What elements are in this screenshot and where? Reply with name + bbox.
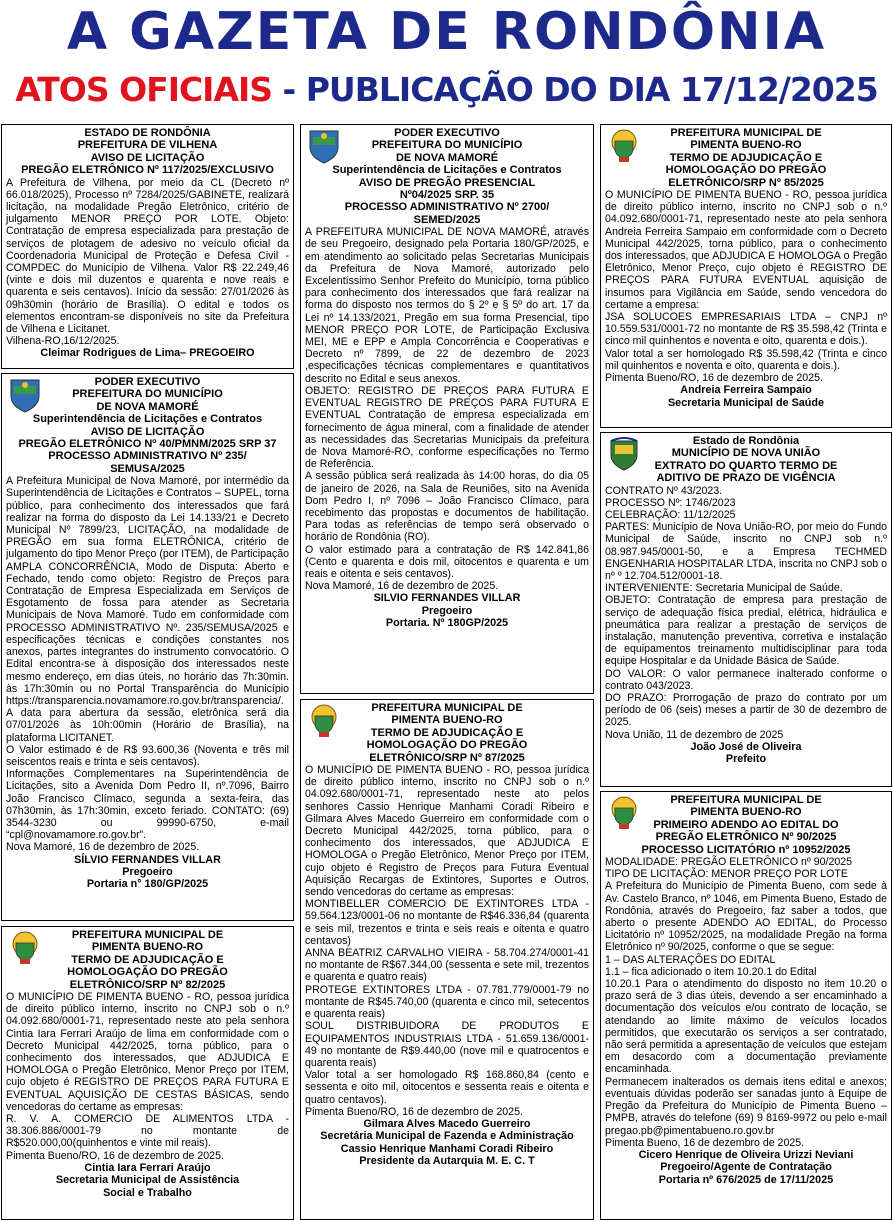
municipal-crest-icon [607, 794, 641, 832]
notice-signature: SÍLVIO FERNANDES VILLAR Pregoeiro Portaria n° 180/GP/2025 [74, 853, 221, 891]
separator: - [272, 70, 306, 109]
newspaper-title: A GAZETA DE RONDÔNIA [66, 2, 827, 62]
notice-body: A PREFEITURA MUNICIPAL DE NOVA MAMORÉ, através de seu Pregoeiro, designado pela Portaria 180/GP/2025, e em atendimento ao solicitado pelas Secretarias Municipais da Prefeitura de Nova Mamoré, autorizado pelo Excelentíssimo Senhor Prefeito do Município, torna público para conhecimento dos interessados que fará realizar na forma do disposto nos termos do § 2º e § 5º do art. 17 da Lei nº 14.133/2021, Pregão em sua forma Presencial, tipo MENOR PREÇO POR LOTE, de Participação Exclusiva MEI, ME e EPP e Ampla Concorrência e Cooperativas e Decreto nº 7899, de 22 de dezembro de 2023 ,especificações técnicas complementares e quantitativos descrito no Edital e seus anexos. OBJETO: REGISTRO DE PREÇOS PARA FUTURA E EVENTUAL REGISTRO DE PREÇOS PARA FUTURA E EVENTUAL Contratação de empresa especializada em fornecimento de água mineral, com a finalidade de atender as necessidades das Secretarias Municipais da prefeitura de Nova Mamoré-RO, conforme especificações no Termo de Referência. A sessão pública será realizada às 14:00 horas, do dia 05 de janeiro de 2026, na Sala de Reuniões, sito na Avenida Dom Pedro I, nº 7096 – João Francisco Clímaco, para recebimento das propostas e documentos de habilitação. Para todas as referências de tempo será observado o horário de Rondônia (RO). O valor estimado para a contratação de R$ 142.841,86 (Cento e quarenta e dois mil, oitocentos e quarenta e um reais e oitenta e seis centavos). Nova Mamoré, 16 de dezembro de 2025. [305, 226, 589, 593]
notice-nova-mamore-pregao-eletronico [1, 373, 294, 921]
notice-heading: Estado de Rondônia MUNICÍPIO DE NOVA UNIÃO EXTRATO DO QUARTO TERMO DE ADITIVO DE PRAZO DE VIGÊNCIA [605, 435, 887, 485]
municipal-crest-icon [8, 376, 42, 414]
notice-pimenta-bueno-adendo-90 [600, 791, 892, 1220]
notice-signature: Cleimar Rodrigues de Lima– PREGOEIRO [40, 347, 255, 360]
publication-line [0, 68, 893, 118]
municipal-crest-icon [307, 702, 341, 740]
notice-signature: SILVIO FERNANDES VILLAR Pregoeiro Portaria. Nº 180GP/2025 [373, 592, 521, 630]
municipal-crest-icon [8, 929, 42, 967]
notice-heading: PREFEITURA MUNICIPAL DE PIMENTA BUENO-RO PRIMEIRO ADENDO AO EDITAL DO PREGÃO ELETRÔNICO Nº 90/2025 PROCESSO LICITATÓRIO nº 10952/2025 [605, 794, 887, 856]
notice-body: A Prefeitura Municipal de Nova Mamoré, por intermédio da Superintendência de Licitações e Contratos – SUPEL, torna público, para conhecimento dos interessados que fará realizar na forma do disposto da Lei 14.133/21 e Decreto Municipal Nº 7899/23, LICITAÇÃO, na modalidade de PREGÃO em sua forma ELETRÔNICA, critério de julgamento do tipo Menor Preço (por ITEM), de Participação AMPLA CONCORRÊNCIA, Modo de Disputa: Aberto e Fechado, tendo como objeto: Registro de Preços para Contratação de Empresa Especializada em Serviços de Esgotamento de fossa para atender as Secretaria Municipais de Nova Mamoré. Tudo em conformidade com PROCESSO ADMINISTRATIVO Nº. 235/SEMUSA/2025 e especificações técnicas e condições constantes nos anexos, partes integrantes do instrumento convocatório. O Edital encontra-se à disposição dos interessados neste mesmo endereço, em dias úteis, no horário das 7h:30min. às 17h:30min ou no Portal Transparência do Município https://transparencia.novamamore.ro.gov.br/transparencia/. A data para abertura da sessão, eletrônica será dia 07/01/2026 às 10h:00min (Horário de Brasília), na plataforma LICITANET. O Valor estimado é de R$ 93.600,36 (Noventa e três mil seiscentos reais e trinta e seis centavos). Informações Complementares na Superintendência de Licitações, sito a Avenida Dom Pedro II, nº.7096, Bairro João Francisco Clímaco, segunda a sexta-feira, das 07h30min, às 17h:30min, exceto feriado. CONTATO: (69) 3544-3230 ou 99990-6750, e-mail “cpl@novamamore.ro.gov.br”. Nova Mamoré, 16 de dezembro de 2025. [6, 475, 289, 854]
notice-signature: Andreia Ferreira Sampaio Secretaria Municipal de Saúde [667, 384, 824, 409]
notice-signature: Cicero Henrique de Oliveira Urizzi Neviani Pregoeiro/Agente de Contratação Portaria nº 676/2025 de 17/11/2025 [638, 1148, 854, 1186]
notice-heading: PREFEITURA MUNICIPAL DE PIMENTA BUENO-RO TERMO DE ADJUDICAÇÃO E HOMOLOGAÇÃO DO PREGÃO ELETRÔNICO/SRP Nº 87/2025 [305, 702, 589, 764]
notice-body: O MUNICÍPIO DE PIMENTA BUENO - RO, pessoa jurídica de direito público interno, inscrito no CNPJ sob o n.º 04.092.680/0001-71, representado neste ato pelos senhores Cassio Henrique Manhami Coradi Ribeiro e Gilmara Alves Macedo Guerreiro em conformidade com o Decreto Municipal 442/2025, torna público, para o conhecimento dos interessados, que ADJUDICA E HOMOLOGA o Pregão Eletrônico, Menor Preço por ITEM, cujo objeto é Registro de Preços para Futura Eventual Aquisição Recargas de Extintores, Suportes e Outros, sendo vencedoras do certame as empresas: MONTIBELLER COMERCIO DE EXTINTORES LTDA - 59.564.123/0001-06 no montante de R$46.336,84 (quarenta e seis mil, trezentos e trinta e seis reais e oitenta e quatro centavos) ANNA BEATRIZ CARVALHO VIEIRA - 58.704.274/0001-41 no montante de R$67.344,00 (sessenta e sete mil, trezentos e quarenta e quatro reais) PROTEGE EXTINTORES LTDA - 07.781.779/0001-79 no montante de R$45.740,00 (quarenta e cinco mil, setecentos e quarenta reais) SOUL DISTRIBUIDORA DE PRODUTOS E EQUIPAMENTOS INDUSTRIAIS LTDA - 51.659.136/0001-49 no montante de R$9.440,00 (nove mil e quatrocentos e quarenta reais) Valor total a ser homologado R$ 168.860,84 (cento e sessenta e oito mil, oitocentos e sessenta reais e oitenta e quatro centavos). Pimenta Bueno/RO, 16 de dezembro de 2025. [305, 764, 589, 1118]
notice-body: A Prefeitura de Vilhena, por meio da CL (Decreto nº 66.018/2025), Processo nº 7284/2025/GABINETE, realizará licitação, na modalidade Pregão Eletrônico, critério de julgamento MENOR PREÇO POR LOTE. Objeto: Contratação de empresa especializada para prestação de serviços de plotagem de adesivo no veículo oficial da Coordenadoria Municipal de Proteção e Defesa Civil - COMPDEC do Município de Vilhena. Valor R$ 22.249,46 (vinte e dois mil duzentos e quarenta e nove reais e quarenta e seis centavos). Início da sessão: 27/01/2026 às 09h30min (horário de Brasília). O edital e todos os elementos encontram-se disponíveis no site da Prefeitura de Vilhena e Licitanet. Vilhena-RO,16/12/2025. [6, 176, 289, 348]
notice-body: O MUNICÍPIO DE PIMENTA BUENO - RO, pessoa jurídica de direito público interno, inscrito no CNPJ sob o n.º 04.092.680/0001-71, representado neste ato pela senhora Cintia Iara Ferrari Araújo de lima em conformidade com o Decreto Municipal 442/2025, torna público, para o conhecimento dos interessados, que ADJUDICA E HOMOLOGA o Pregão Eletrônico, Menor Preço por ITEM, cujo objeto é REGISTRO DE PREÇOS PARA FUTURA E EVENTUAL AQUISIÇÃO DE CESTAS BÁSICAS, sendo vencedoras do certame as empresas: R. V. A. COMERCIO DE ALIMENTOS LTDA - 38.306.886/0001-79 no montante de R$520.000,00(quinhentos e vinte mil reais). Pimenta Bueno/RO, 16 de dezembro de 2025. [6, 991, 289, 1162]
notice-vilhena [1, 124, 294, 369]
notice-heading: PREFEITURA MUNICIPAL DE PIMENTA BUENO-RO TERMO DE ADJUDICAÇÃO E HOMOLOGAÇÃO DO PREGÃO ELETRÔNICO/SRP Nº 82/2025 [6, 929, 289, 991]
municipal-crest-icon [307, 127, 341, 165]
notice-signature: Cintia Iara Ferrari Araújo Secretaria Municipal de Assistência Social e Trabalho [55, 1161, 240, 1199]
notice-signature: João José de Oliveira Prefeito [690, 740, 802, 766]
notice-heading: PODER EXECUTIVO PREFEITURA DO MUNICÍPIO DE NOVA MAMORÉ Superintendência de Licitações e Contratos AVISO DE PREGÃO PRESENCIAL Nº04/2025 SRP. 35 PROCESSO ADMINISTRATIVO Nº 2700/ SEMED/2025 [305, 127, 589, 226]
notice-body: MODALIDADE: PREGÃO ELETRÔNICO nº 90/2025 TIPO DE LICITAÇÃO: MENOR PREÇO POR LOTE A Prefeitura do Município de Pimenta Bueno, com sede à Av. Castelo Branco, nº 1046, em Pimenta Bueno, Estado de Rondônia, através do Pregoeiro, faz saber a todos, que aberto o presente ADENDO AO EDITAL, do Processo Licitatório nº 10952/2025, na modalidade Pregão na forma Eletrônico nº 90/2025, conforme o que se segue: 1 – DAS ALTERAÇÕES DO EDITAL 1.1 – fica adicionado o item 10.20.1 do Edital 10.20.1 Para o atendimento do disposto no item 10.20 o prazo será de 3 dias úteis, devendo a ser encaminhado a documentação dos veículos e/ou contrato de locação, se atendando ao limite máximo de veículos locados permitidos, que executarão os serviços a ser contratado, não será permitida a apresentação de veículos que estejam em desacordo com a documentação previamente encaminhada. Permanecem inalterados os demais itens edital e anexos; eventuais dúvidas poderão ser sanadas junto à Equipe de Pregão da Prefeitura do Município de Pimenta Bueno – PMPB, através do telefone (69) 9 8169-9972 ou pelo e-mail pregao.pb@pimentabueno.ro.gov.br Pimenta Bueno, 16 de dezembro de 2025. [605, 856, 887, 1149]
masthead [0, 0, 893, 118]
notice-heading: PODER EXECUTIVO PREFEITURA DO MUNICÍPIO DE NOVA MAMORÉ Superintendência de Licitações e Contratos AVISO DE LICITAÇÃO PREGÃO ELETRÔNICO Nº 40/PMNM/2025 SRP 37 PROCESSO ADMINISTRATIVO Nº 235/ SEMUSA/2025 [6, 376, 289, 475]
notice-nova-mamore-pregao-presencial [300, 124, 594, 694]
notice-heading: PREFEITURA MUNICIPAL DE PIMENTA BUENO-RO TERMO DE ADJUDICAÇÃO E HOMOLOGAÇÃO DO PREGÃO ELETRÔNICO/SRP Nº 85/2025 [605, 127, 887, 189]
notice-pimenta-bueno-srp-85 [600, 124, 892, 428]
municipal-crest-icon [607, 435, 641, 473]
section-label: ATOS OFICIAIS [15, 70, 273, 109]
notice-heading: ESTADO DE RONDÔNIA PREFEITURA DE VILHENA AVISO DE LICITAÇÃO PREGÃO ELETRÔNICO Nº 117/2025/EXCLUSIVO [21, 127, 274, 177]
notice-nova-uniao-aditivo [600, 432, 892, 787]
notice-pimenta-bueno-srp-87 [300, 699, 594, 1220]
notice-pimenta-bueno-srp-82 [1, 926, 294, 1220]
notice-signature: Gilmara Alves Macedo Guerreiro Secretária Municipal de Fazenda e Administração Cassio Henrique Manhami Coradi Ribeiro Presidente da Autarquia M. E. C. T [320, 1117, 574, 1168]
publication-date: PUBLICAÇÃO DO DIA 17/12/2025 [305, 70, 878, 109]
notice-body: CONTRATO Nº 43/2023. PROCESSO Nº: 1746/2023 CELEBRAÇÃO: 11/12/2025 PARTES: Município de Nova União-RO, por meio do Fundo Municipal de Saúde, inscrito no CNPJ sob n.º 08.987.945/0001-50, e a Empresa TECHMED ENGENHARIA HOSPITALAR LTDA, inscrita no CNPJ sob o nº º 12.704.512/0001-18. INTERVENIENTE: Secretaria Municipal de Saúde. OBJETO: Contratação de empresa para prestação de serviço de adequação física predial, elétrica, hidráulica e pneumática para realizar a prestação de serviços de instalação, manutenção preventiva, corretiva e instalação de equipamentos treinamento multidisciplinar para toda equipe Hospitalar e da Unidade Básica de Saúde. DO VALOR: O valor permanece inalterado conforme o contrato 043/2023. DO PRAZO: Prorrogação de prazo do contrato por um período de 06 (seis) meses a partir de 30 de dezembro de 2025. Nova União, 11 de dezembro de 2025 [605, 484, 887, 741]
notice-body: O MUNICÍPIO DE PIMENTA BUENO - RO, pessoa jurídica de direito público interno, inscrito no CNPJ sob o n.º 04.092.680/0001-71, representado neste ato pela senhora Andreia Ferreira Sampaio em conformidade com o Decreto Municipal 442/2025, torna público, para o conhecimento dos interessados, que ADJUDICA E HOMOLOGA o Pregão Eletrônico, Menor Preço, cujo objeto é REGISTRO DE PREÇOS PARA FUTURA EVENTUAL aquisição de insumos para Vigilância em Saúde, sendo vencedora do certame a empresa: JSA SOLUCOES EMPRESARIAIS LTDA – CNPJ nº 10.559.531/0001-72 no montante de R$ 35.598,42 (Trinta e cinco mil quinhentos e noventa e oito, quarenta e dois.). Valor total a ser homologado R$ 35.598,42 (Trinta e cinco mil quinhentos e noventa e oito, quarenta e dois.). Pimenta Bueno/RO, 16 de dezembro de 2025. [605, 189, 887, 385]
municipal-crest-icon [607, 127, 641, 165]
